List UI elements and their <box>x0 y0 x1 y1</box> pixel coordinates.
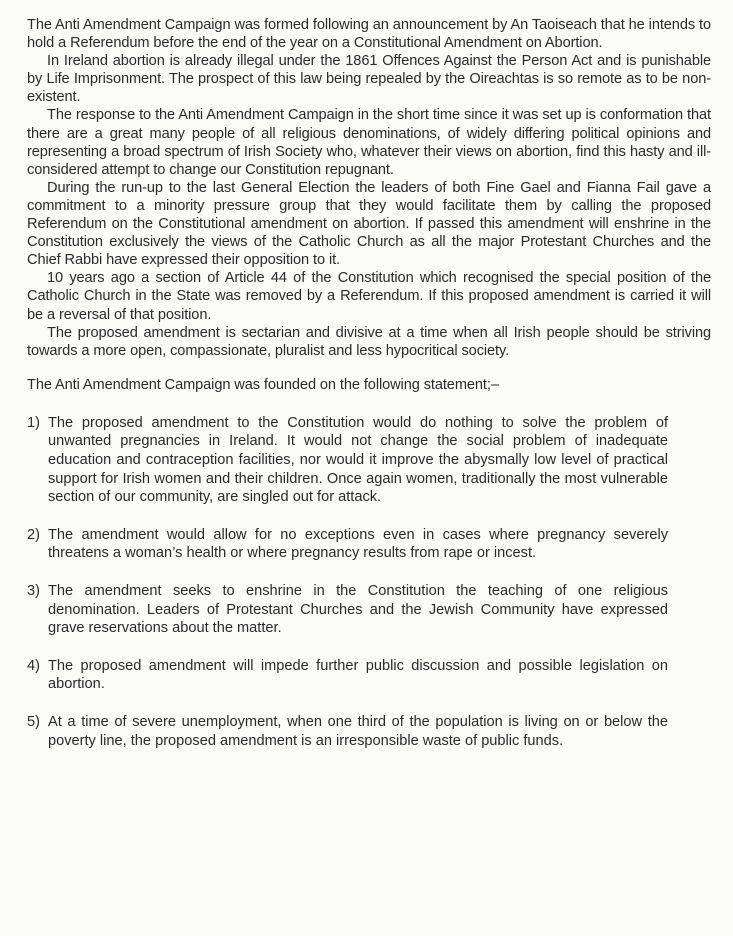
item-number: 3) <box>27 582 40 599</box>
item-text: The proposed amendment to the Constitution would do nothing to solve the problem of unwanted pregnancies in Ireland. It would not change the social problem of inadequate education and contraception facilities, nor would it improve the abysmally low level of practical support for Irish women and their children. Once again women, traditionally the most vulnerable section of our community, are singled out for attack. <box>48 414 668 506</box>
list-item <box>27 713 668 750</box>
item-text: At a time of severe unemployment, when one third of the population is living on or below the poverty line, the proposed amendment is an irresponsible waste of public funds. <box>48 713 668 749</box>
paragraph-sectarian: The proposed amendment is sectarian and divisive at a time when all Irish people should be striving towards a more open, compassionate, pluralist and less hypocritical society. <box>27 324 711 359</box>
paragraph-election: During the run-up to the last General Election the leaders of both Fine Gael and Fianna Fail gave a commitment to a minority pressure group that they would facilitate them by calling the proposed Referendum on the Constitutional amendment on abortion. If passed this amendment will enshrine in the Constitution exclusively the views of the Catholic Church as all the major Protestant Churches and the Chief Rabbi have expressed their opposition to it. <box>27 179 711 269</box>
statement-list <box>27 414 668 750</box>
list-item <box>27 526 668 563</box>
paragraph-intro: The Anti Amendment Campaign was formed following an announcement by An Taoiseach that he intends to hold a Referendum before the end of the year on a Constitutional Amendment on Abortion. <box>27 17 711 52</box>
item-text: The amendment would allow for no exceptions even in cases where pregnancy severely threatens a woman’s health or where pregnancy results from rape or incest. <box>48 526 668 562</box>
item-text: The proposed amendment will impede further public discussion and possible legislation on abortion. <box>48 657 668 693</box>
paragraph-law: In Ireland abortion is already illegal under the 1861 Offences Against the Person Act and is punishable by Life Imprisonment. The prospect of this law being repealed by the Oireachtas is so remote as to be non-existent. <box>27 53 711 106</box>
list-item <box>27 582 668 638</box>
item-number: 1) <box>27 414 40 431</box>
item-number: 4) <box>27 657 40 674</box>
item-number: 5) <box>27 713 40 730</box>
paragraph-response: The response to the Anti Amendment Campaign in the short time since it was set up is conformation that there are a great many people of all religious denominations, of widely differing political opinions and representing a broad spectrum of Irish Society who, whatever their views on abortion, find this hasty and ill-considered attempt to change our Constitution repugnant. <box>27 107 711 178</box>
paragraph-article-44: 10 years ago a section of Article 44 of the Constitution which recognised the special position of the Catholic Church in the State was removed by a Referendum. If this proposed amendment is carried it will be a reversal of that position. <box>27 270 711 323</box>
item-number: 2) <box>27 526 40 543</box>
list-item <box>27 657 668 694</box>
list-item <box>27 414 668 507</box>
statement-intro: The Anti Amendment Campaign was founded on the following statement;– <box>27 376 499 393</box>
item-text: The amendment seeks to enshrine in the Constitution the teaching of one religious denomination. Leaders of Protestant Churches and the Jewish Community have expressed grave reservations about the matter. <box>48 582 668 637</box>
document-page <box>27 16 711 750</box>
